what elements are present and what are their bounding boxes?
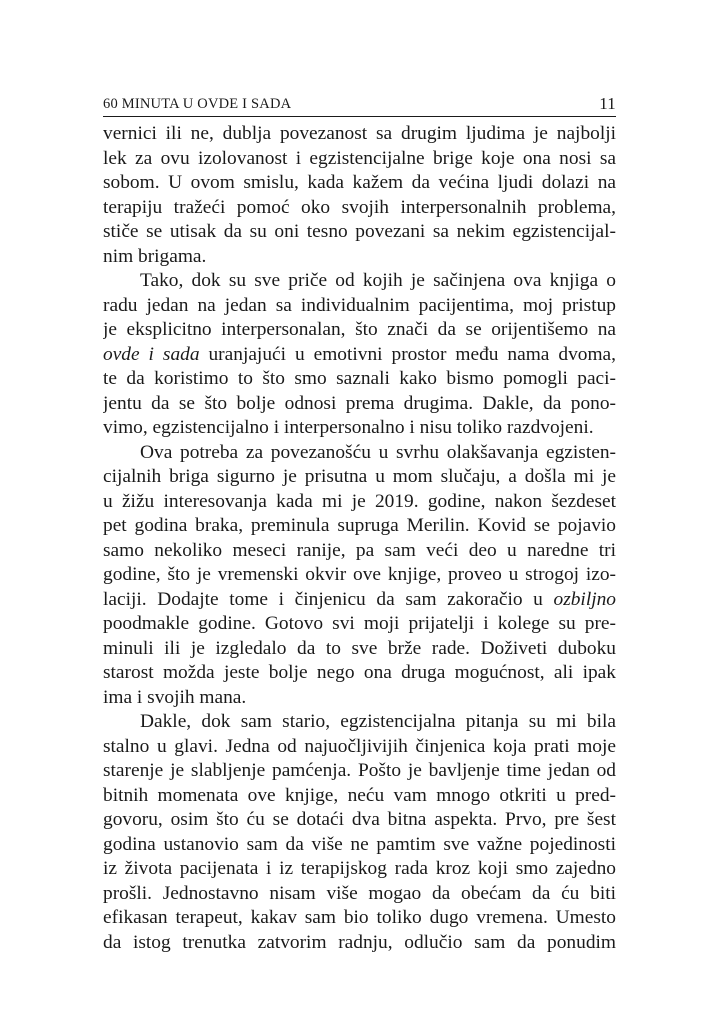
text-segment: iz života pacijenata i iz terapijskog rada kroz koji smo zajedno	[103, 858, 616, 879]
text-line	[103, 343, 616, 368]
text-segment: prošli. Jednostavno nisam više mogao da obećam da ću biti	[103, 882, 616, 904]
text-line	[103, 465, 616, 490]
paragraph	[103, 441, 616, 711]
text-segment: lek za ovu izolovanost i egzistencijalne brige koje ona nosi sa	[103, 147, 616, 169]
text-line	[103, 392, 616, 417]
text-segment: te da koristimo to što smo saznali kako bismo pomogli paci-	[103, 368, 616, 389]
text-line	[103, 882, 616, 907]
text-segment: stiče se utisak da su oni tesno povezani sa nekim egzistencijal-	[103, 221, 616, 242]
text-segment: starenje je slabljenje pamćenja. Pošto je bavljenje time jedan od	[103, 760, 616, 781]
text-line	[103, 490, 616, 515]
running-header-title: 60 MINUTA U OVDE I SADA	[103, 96, 292, 112]
text-segment: uranjajući u emotivni prostor među nama dvoma,	[199, 343, 616, 365]
text-line	[103, 514, 616, 539]
text-line	[103, 637, 616, 662]
text-line	[103, 612, 616, 637]
text-line	[103, 857, 616, 882]
text-line	[103, 367, 616, 392]
text-segment: radu jedan na jedan sa individualnim pacijentima, moj pristup	[103, 294, 616, 316]
paragraph	[103, 710, 616, 955]
text-segment: stalno u glavi. Jedna od najuočljivijih činjenica koja prati moje	[103, 735, 616, 757]
text-segment: terapiju tražeći pomoć oko svojih interpersonalnih problema,	[103, 196, 616, 218]
text-segment: pet godina braka, preminula supruga Merilin. Kovid se pojavio	[103, 515, 616, 536]
text-line	[103, 588, 616, 613]
text-segment: jentu da se što bolje odnosi prema drugima. Dakle, da pono-	[103, 392, 616, 414]
paragraph	[103, 122, 616, 269]
text-line	[103, 661, 616, 686]
text-segment: bitnih momenata ove knjige, neću vam mnogo otkriti u pred-	[103, 784, 616, 806]
text-segment: godina ustanovio sam da više ne pamtim sve važne pojedinosti	[103, 833, 616, 855]
text-segment: je eksplicitno interpersonalan, što znači da se orijentišemo na	[103, 319, 616, 340]
text-segment: vernici ili ne, dublja povezanost sa drugim ljudima je najbolji	[103, 123, 616, 144]
text-line	[103, 759, 616, 784]
text-line	[103, 441, 616, 466]
text-segment: govoru, osim što ću se dotaći dva bitna aspekta. Prvo, pre šest	[103, 809, 616, 830]
text-line	[103, 122, 616, 147]
text-segment: sobom. U ovom smislu, kada kažem da većina ljudi dolazi na	[103, 172, 616, 193]
text-line	[103, 931, 616, 956]
text-line	[103, 808, 616, 833]
text-segment: u žižu interesovanja kada mi je 2019. godine, nakon šezdeset	[103, 490, 616, 512]
text-segment: da istog trenutka zatvorim radnju, odlučio sam da ponudim	[103, 931, 616, 953]
text-line	[103, 171, 616, 196]
running-header	[103, 96, 616, 114]
text-line	[103, 147, 616, 172]
italic-text: ovde i sada	[103, 343, 200, 365]
text-line	[103, 245, 616, 270]
text-segment: vimo, egzistencijalno i interpersonalno i nisu toliko razdvojeni.	[103, 417, 594, 438]
italic-text: ozbiljno	[553, 588, 616, 610]
text-segment: starost možda jeste bolje nego ona druga mogućnost, ali ipak	[103, 662, 616, 683]
header-rule	[103, 116, 616, 117]
text-line	[103, 196, 616, 221]
text-line	[103, 710, 616, 735]
text-segment: Dakle, dok sam stario, egzistencijalna pitanja su mi bila	[140, 711, 616, 732]
text-line	[103, 539, 616, 564]
text-line	[103, 906, 616, 931]
text-line	[103, 269, 616, 294]
text-segment: samo nekoliko meseci ranije, pa sam veći deo u naredne tri	[103, 539, 616, 561]
text-segment: cijalnih briga sigurno je prisutna u mom slučaju, a došla mi je	[103, 466, 616, 487]
paragraph	[103, 269, 616, 441]
page-number: 11	[599, 94, 616, 113]
text-line	[103, 416, 616, 441]
text-segment: godine, što je vremenski okvir ove knjige, proveo u strogoj izo-	[103, 564, 616, 585]
body-text	[103, 122, 616, 955]
text-line	[103, 686, 616, 711]
text-segment: Tako, dok su sve priče od kojih je sačinjena ova knjiga o	[140, 270, 616, 291]
text-segment: nim brigama.	[103, 245, 207, 267]
text-segment: minuli ili je izgledalo da to sve brže rade. Doživeti duboku	[103, 637, 616, 659]
text-line	[103, 784, 616, 809]
text-line	[103, 833, 616, 858]
text-line	[103, 563, 616, 588]
text-line	[103, 294, 616, 319]
text-segment: efikasan terapeut, kakav sam bio toliko dugo vremena. Umesto	[103, 907, 616, 928]
text-segment: ima i svojih mana.	[103, 686, 247, 708]
text-line	[103, 735, 616, 760]
text-segment: Ova potreba za povezanošću u svrhu olakšavanja egzisten-	[140, 441, 616, 463]
text-segment: laciji. Dodajte tome i činjenicu da sam zakoračio u	[103, 588, 554, 610]
text-line	[103, 220, 616, 245]
text-line	[103, 318, 616, 343]
text-segment: poodmakle godine. Gotovo svi moji prijatelji i kolege su pre-	[103, 613, 616, 634]
